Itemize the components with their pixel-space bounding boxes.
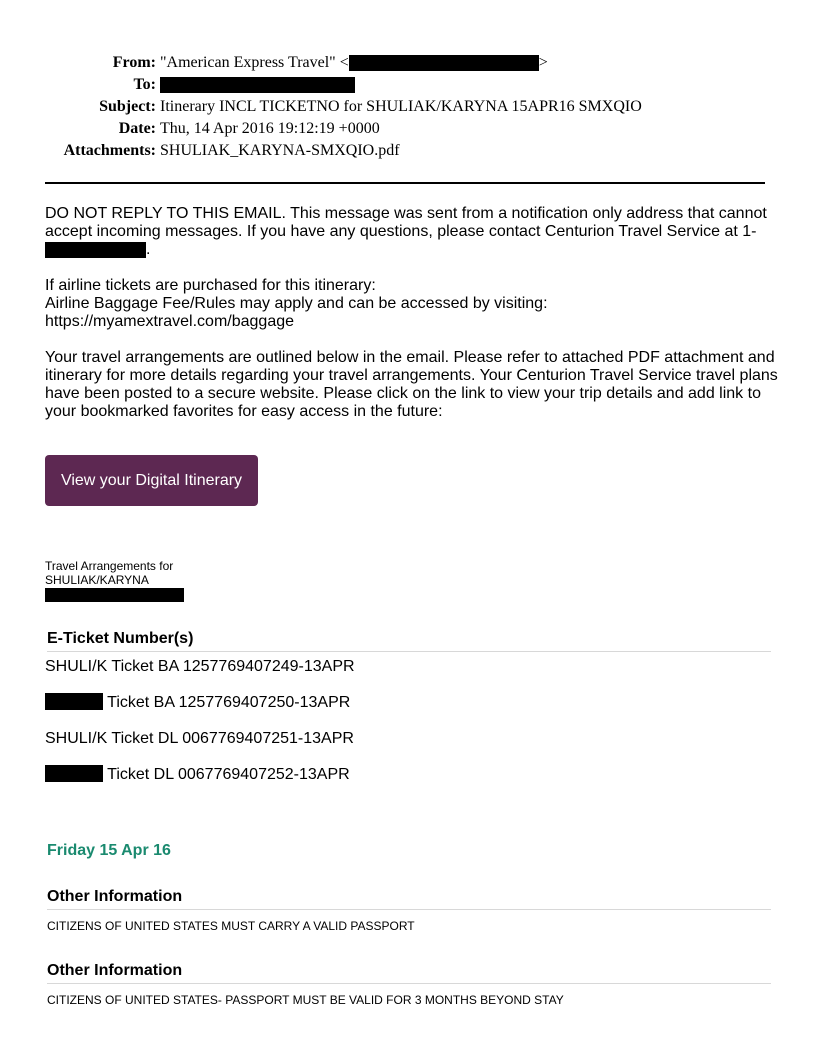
attachment-file[interactable]: SHULIAK_KARYNA-SMXQIO.pdf bbox=[160, 142, 400, 159]
to-label: To: bbox=[133, 76, 156, 93]
ticket-line bbox=[45, 657, 355, 677]
ticket-passenger: SHULI/K bbox=[45, 730, 108, 747]
subject-row bbox=[0, 96, 642, 118]
attachments-label: Attachments: bbox=[63, 142, 156, 159]
other-info-heading: Other Information bbox=[47, 962, 771, 984]
ticket-passenger: SHULI/K bbox=[45, 658, 108, 675]
ticket-line bbox=[45, 693, 350, 713]
redacted-recipient bbox=[160, 77, 355, 93]
from-value: "American Express Travel" < bbox=[160, 54, 349, 71]
other-info-text: CITIZENS OF UNITED STATES MUST CARRY A VALID PASSPORT bbox=[47, 919, 415, 933]
ticket-line bbox=[45, 765, 350, 785]
date-row bbox=[0, 118, 642, 140]
view-itinerary-button[interactable]: View your Digital Itinerary bbox=[45, 455, 258, 506]
ticket-number: Ticket BA 1257769407249-13APR bbox=[111, 658, 355, 675]
eticket-heading: E-Ticket Number(s) bbox=[47, 630, 771, 652]
email-body bbox=[45, 205, 785, 439]
ticket-line bbox=[45, 729, 354, 749]
airline-info bbox=[45, 277, 785, 331]
email-header bbox=[0, 52, 642, 162]
redacted-email bbox=[349, 55, 539, 71]
from-close: > bbox=[538, 54, 548, 71]
date-label: Date: bbox=[118, 120, 156, 137]
ticket-number: Ticket BA 1257769407250-13APR bbox=[107, 694, 351, 711]
subject-value: Itinerary INCL TICKETNO for SHULIAK/KARYNA 15APR16 SMXQIO bbox=[160, 98, 642, 115]
redacted-phone bbox=[45, 242, 146, 258]
traveler-name: SHULIAK/KARYNA bbox=[45, 573, 149, 587]
date-value: Thu, 14 Apr 2016 19:12:19 +0000 bbox=[160, 120, 380, 137]
arrangements-paragraph: Your travel arrangements are outlined below in the email. Please refer to attached PDF attachment and itinerary for more details regarding your travel arrangements. Your Centurion Travel Service travel plans have been posted to a secure website. Please click on the link to view your trip details and add link to your bookmarked favorites for easy access in the future: bbox=[45, 349, 778, 420]
no-reply-notice bbox=[45, 205, 785, 259]
airline-line-2: Airline Baggage Fee/Rules may apply and can be accessed by visiting: bbox=[45, 295, 548, 312]
travel-label: Travel Arrangements for bbox=[45, 559, 174, 573]
ticket-number: Ticket DL 0067769407251-13APR bbox=[111, 730, 354, 747]
redacted-traveler-info bbox=[45, 588, 184, 602]
baggage-link[interactable]: https://myamextravel.com/baggage bbox=[45, 313, 295, 330]
redacted-passenger bbox=[45, 765, 103, 782]
travel-arrangements-for bbox=[45, 559, 184, 602]
other-info-text: CITIZENS OF UNITED STATES- PASSPORT MUST BE VALID FOR 3 MONTHS BEYOND STAY bbox=[47, 993, 564, 1007]
header-divider bbox=[45, 182, 765, 184]
no-reply-text: DO NOT REPLY TO THIS EMAIL. This message was sent from a notification only address that cannot accept incoming messages. If you have any questions, please contact Centurion Travel Service at 1- bbox=[45, 205, 767, 240]
from-row bbox=[0, 52, 642, 74]
day-heading: Friday 15 Apr 16 bbox=[47, 842, 171, 859]
subject-label: Subject: bbox=[99, 98, 156, 115]
notice-end: . bbox=[146, 241, 151, 258]
to-row bbox=[0, 74, 642, 96]
from-label: From: bbox=[112, 54, 156, 71]
attachments-row bbox=[0, 140, 642, 162]
ticket-number: Ticket DL 0067769407252-13APR bbox=[107, 766, 350, 783]
airline-line-1: If airline tickets are purchased for this itinerary: bbox=[45, 277, 376, 294]
other-info-heading: Other Information bbox=[47, 888, 771, 910]
redacted-passenger bbox=[45, 693, 103, 710]
